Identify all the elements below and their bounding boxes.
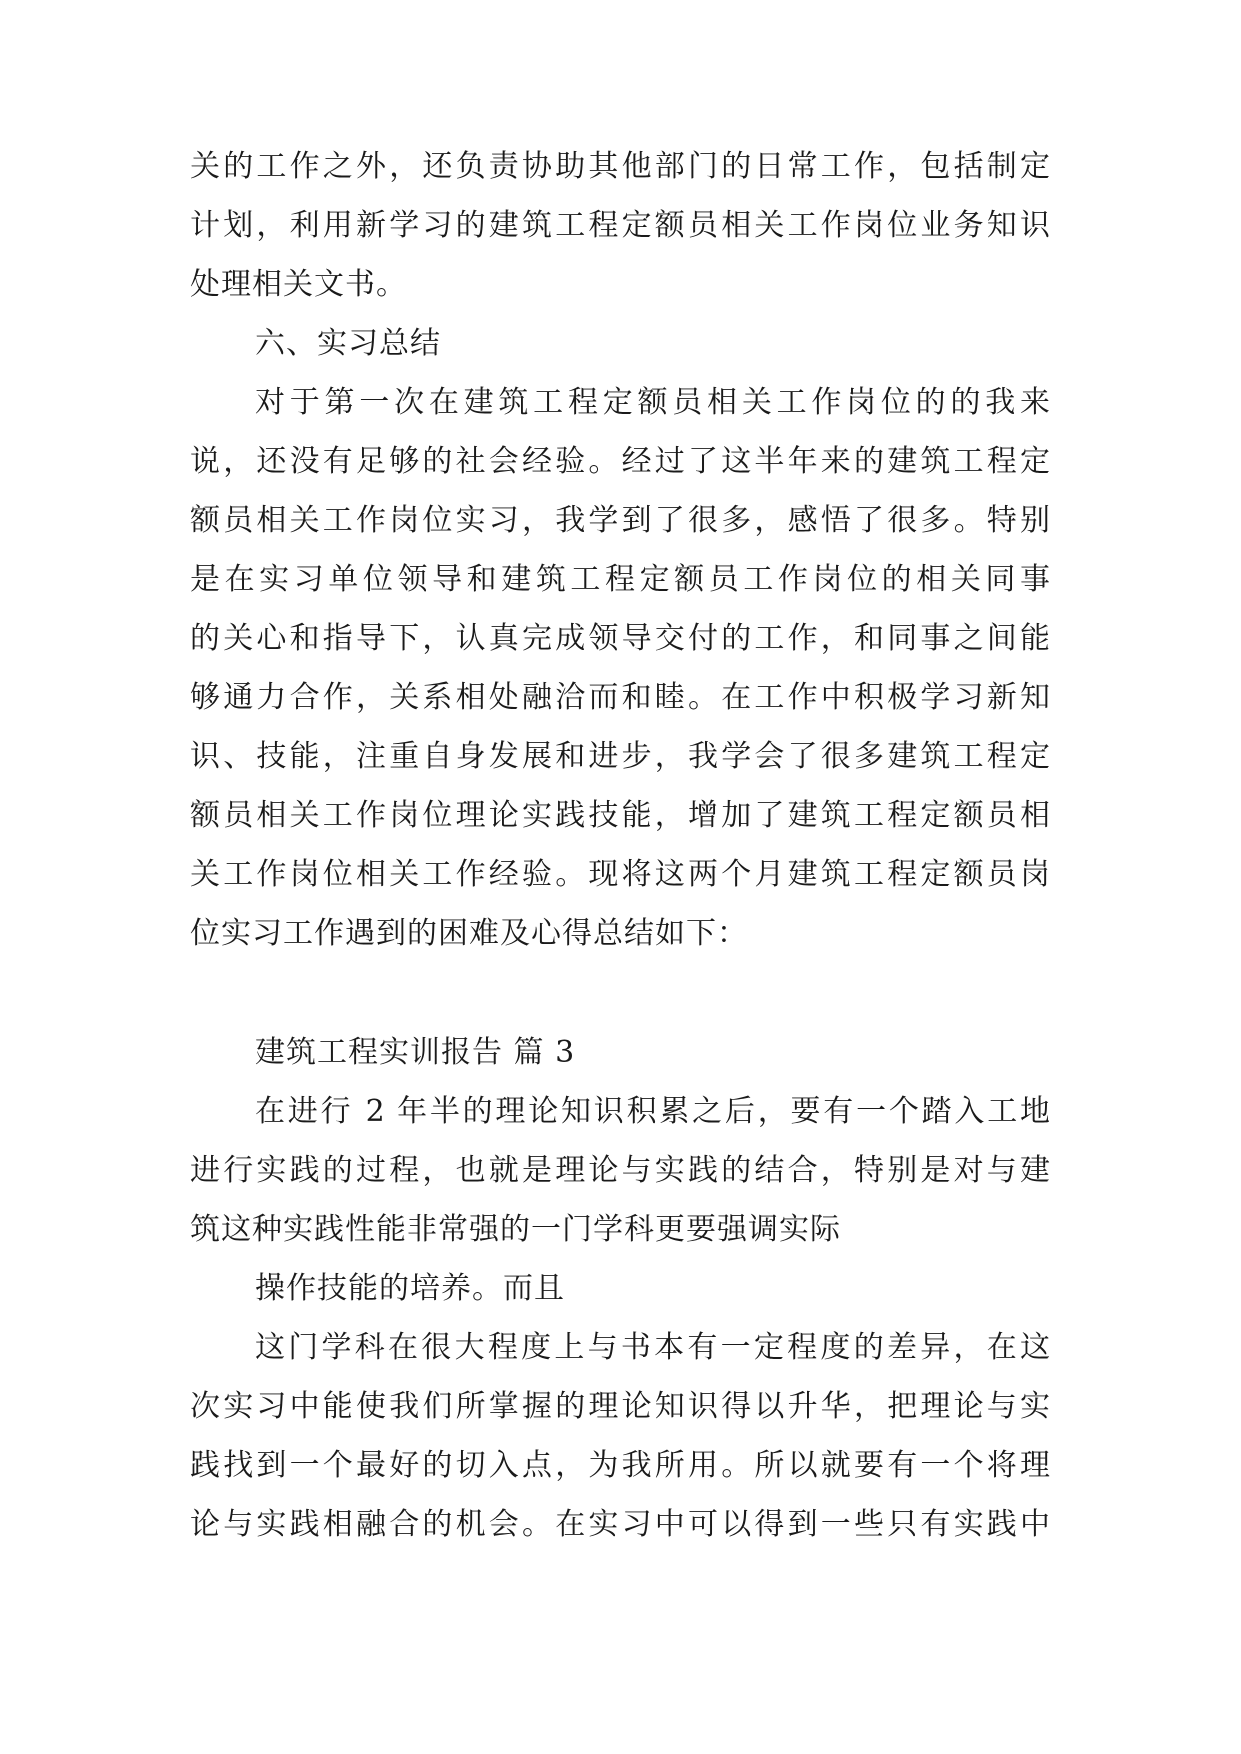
paragraph-line: 识、技能，注重自身发展和进步，我学会了很多建筑工程定 xyxy=(190,739,1050,774)
paragraph-line: 筑这种实践性能非常强的一门学科更要强调实际 xyxy=(190,1212,841,1247)
paragraph-line: 关工作岗位相关工作经验。现将这两个月建筑工程定额员岗 xyxy=(190,857,1050,892)
paragraph-line: 额员相关工作岗位理论实践技能，增加了建筑工程定额员相 xyxy=(190,798,1050,833)
paragraph-line: 在进行 2 年半的理论知识积累之后，要有一个踏入工地 xyxy=(255,1094,1050,1129)
section-heading: 六、实习总结 xyxy=(255,326,441,361)
paragraph-line: 的关心和指导下，认真完成领导交付的工作，和同事之间能 xyxy=(190,621,1050,656)
paragraph-line: 进行实践的过程，也就是理论与实践的结合，特别是对与建 xyxy=(190,1153,1050,1188)
paragraph-line: 是在实习单位领导和建筑工程定额员工作岗位的相关同事 xyxy=(190,562,1050,597)
paragraph-line: 位实习工作遇到的困难及心得总结如下： xyxy=(190,916,748,951)
paragraph-line: 关的工作之外，还负责协助其他部门的日常工作，包括制定 xyxy=(190,149,1050,184)
paragraph-line: 处理相关文书。 xyxy=(190,267,407,302)
paragraph-line: 对于第一次在建筑工程定额员相关工作岗位的的我来 xyxy=(255,385,1050,420)
paragraph-line: 践找到一个最好的切入点，为我所用。所以就要有一个将理 xyxy=(190,1448,1050,1483)
paragraph-line: 额员相关工作岗位实习，我学到了很多，感悟了很多。特别 xyxy=(190,503,1050,538)
paragraph-line: 次实习中能使我们所掌握的理论知识得以升华，把理论与实 xyxy=(190,1389,1050,1424)
paragraph-line: 这门学科在很大程度上与书本有一定程度的差异，在这 xyxy=(255,1330,1050,1365)
paragraph-line: 说，还没有足够的社会经验。经过了这半年来的建筑工程定 xyxy=(190,444,1050,479)
section-title: 建筑工程实训报告 篇 3 xyxy=(255,1035,576,1070)
paragraph-line: 论与实践相融合的机会。在实习中可以得到一些只有实践中 xyxy=(190,1507,1050,1542)
paragraph-line: 计划，利用新学习的建筑工程定额员相关工作岗位业务知识 xyxy=(190,208,1050,243)
paragraph-line: 操作技能的培养。而且 xyxy=(255,1271,565,1306)
paragraph-line: 够通力合作，关系相处融洽而和睦。在工作中积极学习新知 xyxy=(190,680,1050,715)
